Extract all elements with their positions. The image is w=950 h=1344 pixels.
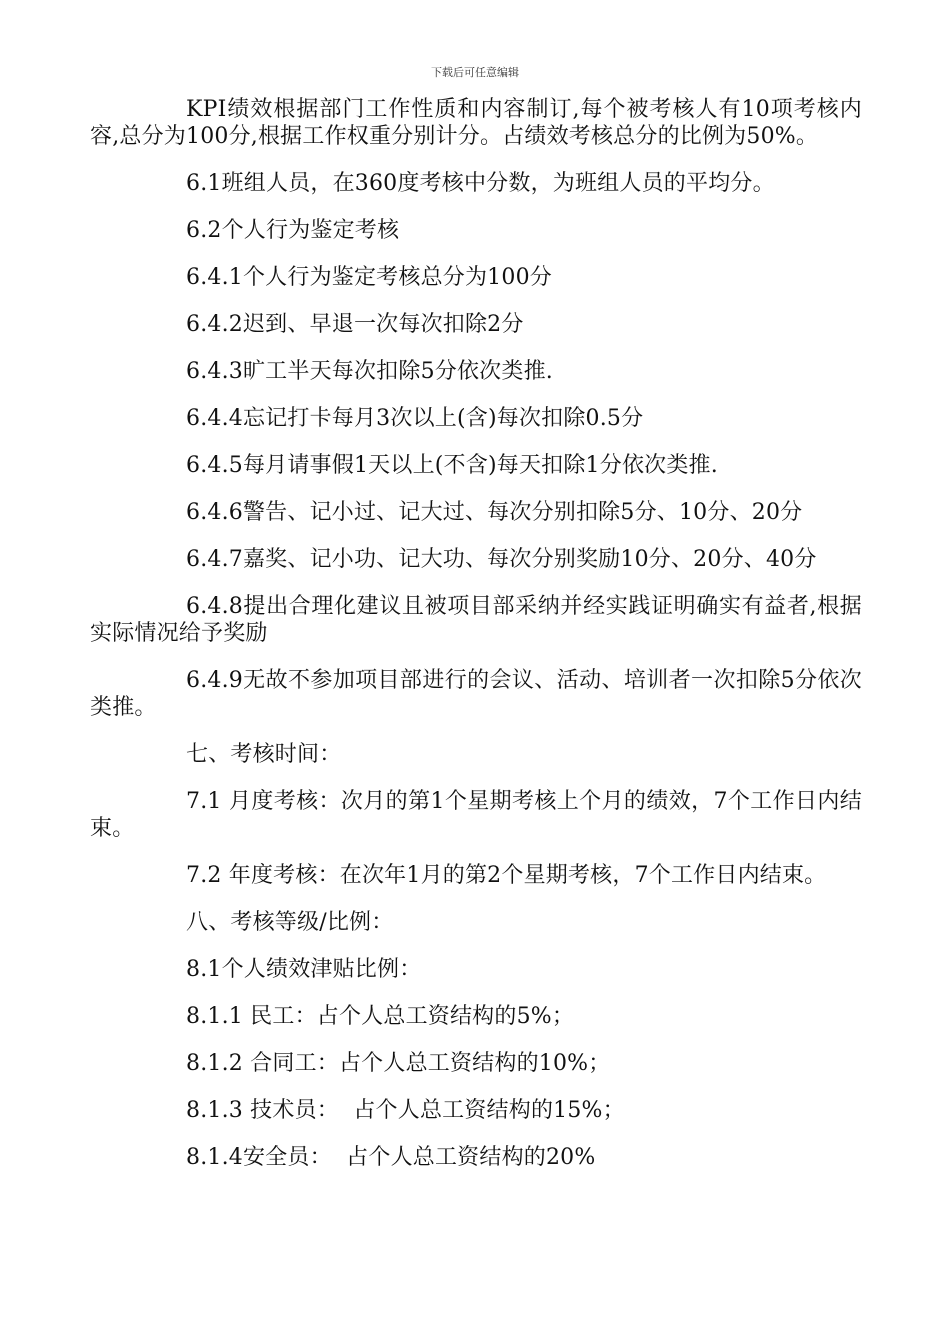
- paragraph-kpi-intro: KPI绩效根据部门工作性质和内容制订,每个被考核人有10项考核内容,总分为100分,根据工作权重分别计分。占绩效考核总分的比例为50%。: [90, 97, 862, 149]
- paragraph-8-1-3: 8.1.3 技术员： 占个人总工资结构的15%；: [186, 1098, 625, 1123]
- section-heading-8: 八、考核等级/比例：: [186, 910, 394, 935]
- paragraph-7-1: 7.1 月度考核：次月的第1个星期考核上个月的绩效，7个工作日内结束。: [90, 789, 862, 841]
- paragraph-8-1-1: 8.1.1 民工：占个人总工资结构的5%；: [186, 1004, 575, 1029]
- paragraph-7-2: 7.2 年度考核：在次年1月的第2个星期考核，7个工作日内结束。: [186, 863, 827, 888]
- page-header: 下载后可任意编辑: [431, 66, 519, 79]
- paragraph-8-1-4: 8.1.4安全员： 占个人总工资结构的20%: [186, 1145, 596, 1170]
- paragraph-6-4-2: 6.4.2迟到、早退一次每次扣除2分: [186, 312, 524, 337]
- paragraph-8-1-2: 8.1.2 合同工：占个人总工资结构的10%；: [186, 1051, 611, 1076]
- section-heading-7: 七、考核时间：: [186, 742, 342, 767]
- paragraph-6-4-1: 6.4.1个人行为鉴定考核总分为100分: [186, 265, 552, 290]
- paragraph-6-4-7: 6.4.7嘉奖、记小功、记大功、每次分别奖励10分、20分、40分: [186, 547, 817, 572]
- paragraph-6-4-3: 6.4.3旷工半天每次扣除5分依次类推.: [186, 359, 553, 384]
- document-body: [90, 96, 862, 1171]
- paragraph-6-2: 6.2个人行为鉴定考核: [186, 218, 400, 243]
- paragraph-6-4-4: 6.4.4忘记打卡每月3次以上(含)每次扣除0.5分: [186, 406, 644, 431]
- paragraph-6-4-9: 6.4.9无故不参加项目部进行的会议、活动、培训者一次扣除5分依次类推。: [90, 668, 862, 720]
- paragraph-6-4-6: 6.4.6警告、记小过、记大过、每次分别扣除5分、10分、20分: [186, 500, 803, 525]
- paragraph-6-4-8: 6.4.8提出合理化建议且被项目部采纳并经实践证明确实有益者,根据实际情况给予奖励: [90, 594, 862, 646]
- paragraph-6-1: 6.1班组人员，在360度考核中分数，为班组人员的平均分。: [186, 171, 775, 196]
- paragraph-8-1: 8.1个人绩效津贴比例：: [186, 957, 422, 982]
- paragraph-6-4-5: 6.4.5每月请事假1天以上(不含)每天扣除1分依次类推.: [186, 453, 718, 478]
